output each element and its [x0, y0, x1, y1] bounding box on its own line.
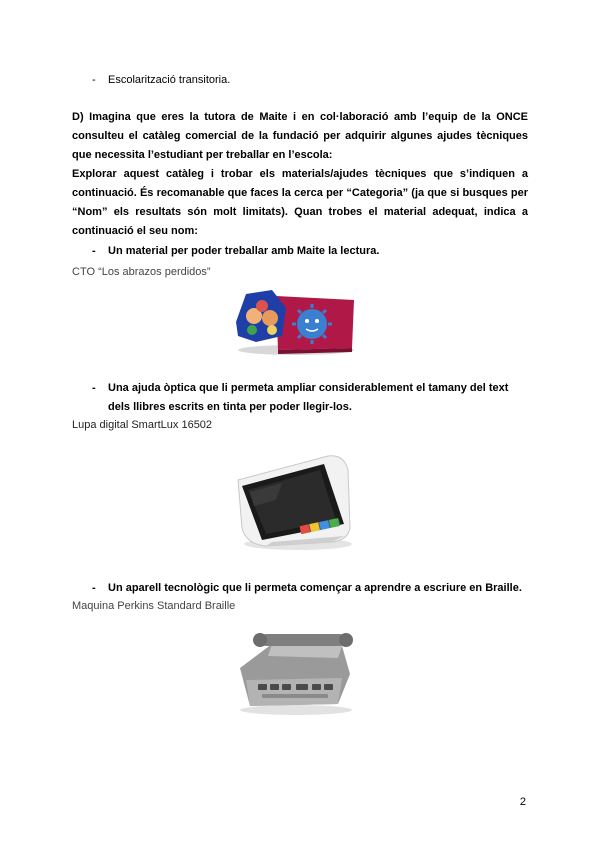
item-2-question-text	[108, 380, 508, 415]
section-d-instructions: Explorar aquest catàleg i trobar els materials/ajudes tècniques que s’indiquen a continuació. És recomanable que faces la cerca per “Categoria” (ja que si busques per “Nom” els resultats són molt limitats). Quan trobes el material adequat, indica a continuació el seu nom:	[72, 168, 528, 237]
item-2-question	[92, 380, 528, 415]
bullet-dash: -	[92, 245, 96, 257]
section-d-intro: D) Imagina que eres la tutora de Maite i en col·laboració amb l’equip de la ONCE consulteu el catàleg comercial de la fundació per adquirir algunes ajudes tècniques que necessita l’estudiant per treballar en l’escola:	[72, 111, 528, 161]
page-number: 2	[519, 796, 526, 808]
bullet-escolaritzacio	[92, 72, 230, 88]
item-1-question	[92, 243, 379, 259]
braille-writer-image	[232, 624, 356, 716]
item-3-question	[92, 580, 522, 596]
tactile-book-image	[232, 286, 356, 356]
bullet-dash: -	[92, 74, 96, 86]
item-1-question-text: Un material per poder treballar amb Maite la lectura.	[108, 245, 380, 257]
item-3-answer: Maquina Perkins Standard Braille	[72, 600, 236, 612]
bullet-text: Escolarització transitoria.	[108, 74, 231, 86]
bullet-dash: -	[92, 382, 96, 394]
item-1-answer: CTO “Los abrazos perdidos”	[72, 266, 211, 278]
item-3-question-text: Un aparell tecnològic que li permeta començar a aprendre a escriure en Braille.	[108, 582, 522, 594]
digital-magnifier-image	[232, 440, 356, 552]
bullet-dash: -	[92, 582, 96, 594]
item-2-answer: Lupa digital SmartLux 16502	[72, 419, 213, 431]
item-2-question-line2: dels llibres escrits en tinta per poder llegir-los.	[108, 401, 352, 413]
item-2-question-line1: Una ajuda òptica que li permeta ampliar considerablement el tamany del text	[108, 382, 509, 394]
